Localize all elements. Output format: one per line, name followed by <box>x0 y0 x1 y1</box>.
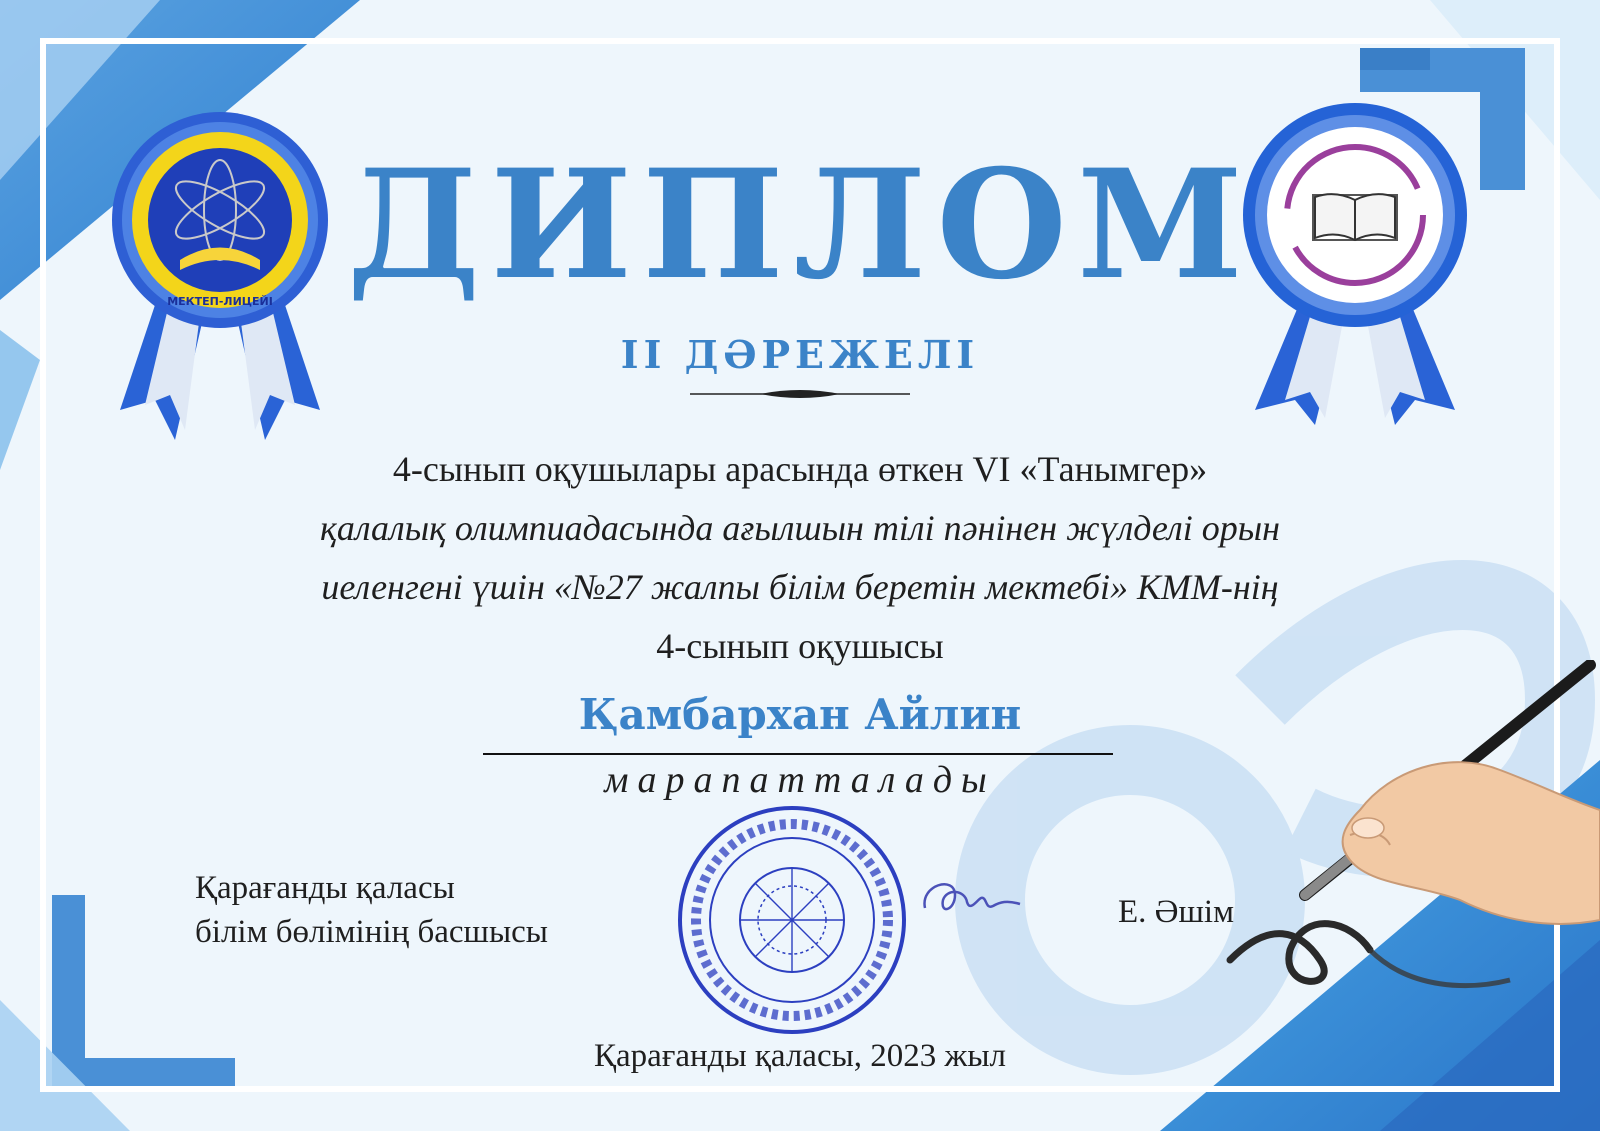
hand-with-pen-icon <box>1210 660 1600 1070</box>
signer-title-line-1: Қарағанды қаласы <box>195 870 455 906</box>
description-line-4: 4-сынып оқушысы <box>656 626 944 666</box>
awarded-text: марапатталады <box>604 759 996 801</box>
degree-label: II ДӘРЕЖЕЛІ <box>620 332 980 377</box>
footer-place-year: Қарағанды қаласы, 2023 жыл <box>594 1038 1006 1074</box>
description-paragraph <box>150 440 1450 676</box>
diploma-title: ДИПЛОМ <box>346 137 1254 313</box>
name-underline <box>483 753 1113 755</box>
signer-title <box>195 866 645 954</box>
ornamental-divider <box>690 388 910 400</box>
signer-title-line-2: білім бөлімінің басшысы <box>195 914 548 950</box>
signer-name: Е. Әшім <box>1118 894 1234 930</box>
handwritten-signature-icon <box>915 870 1025 930</box>
state-emblem-stamp-icon <box>672 800 912 1040</box>
description-line-3: иеленгені үшін «№27 жалпы білім беретін мектебі» КММ-нің <box>321 567 1279 607</box>
description-line-2: қалалық олимпиадасында ағылшын тілі пәнінен жүлделі орын <box>320 508 1280 548</box>
svg-text:МЕКТЕП-ЛИЦЕЙІ: МЕКТЕП-ЛИЦЕЙІ <box>167 295 273 308</box>
recipient-name: Қамбархан Айлин <box>578 690 1022 739</box>
description-line-1: 4-сынып оқушылары арасында өткен VI «Танымгер» <box>392 449 1208 489</box>
